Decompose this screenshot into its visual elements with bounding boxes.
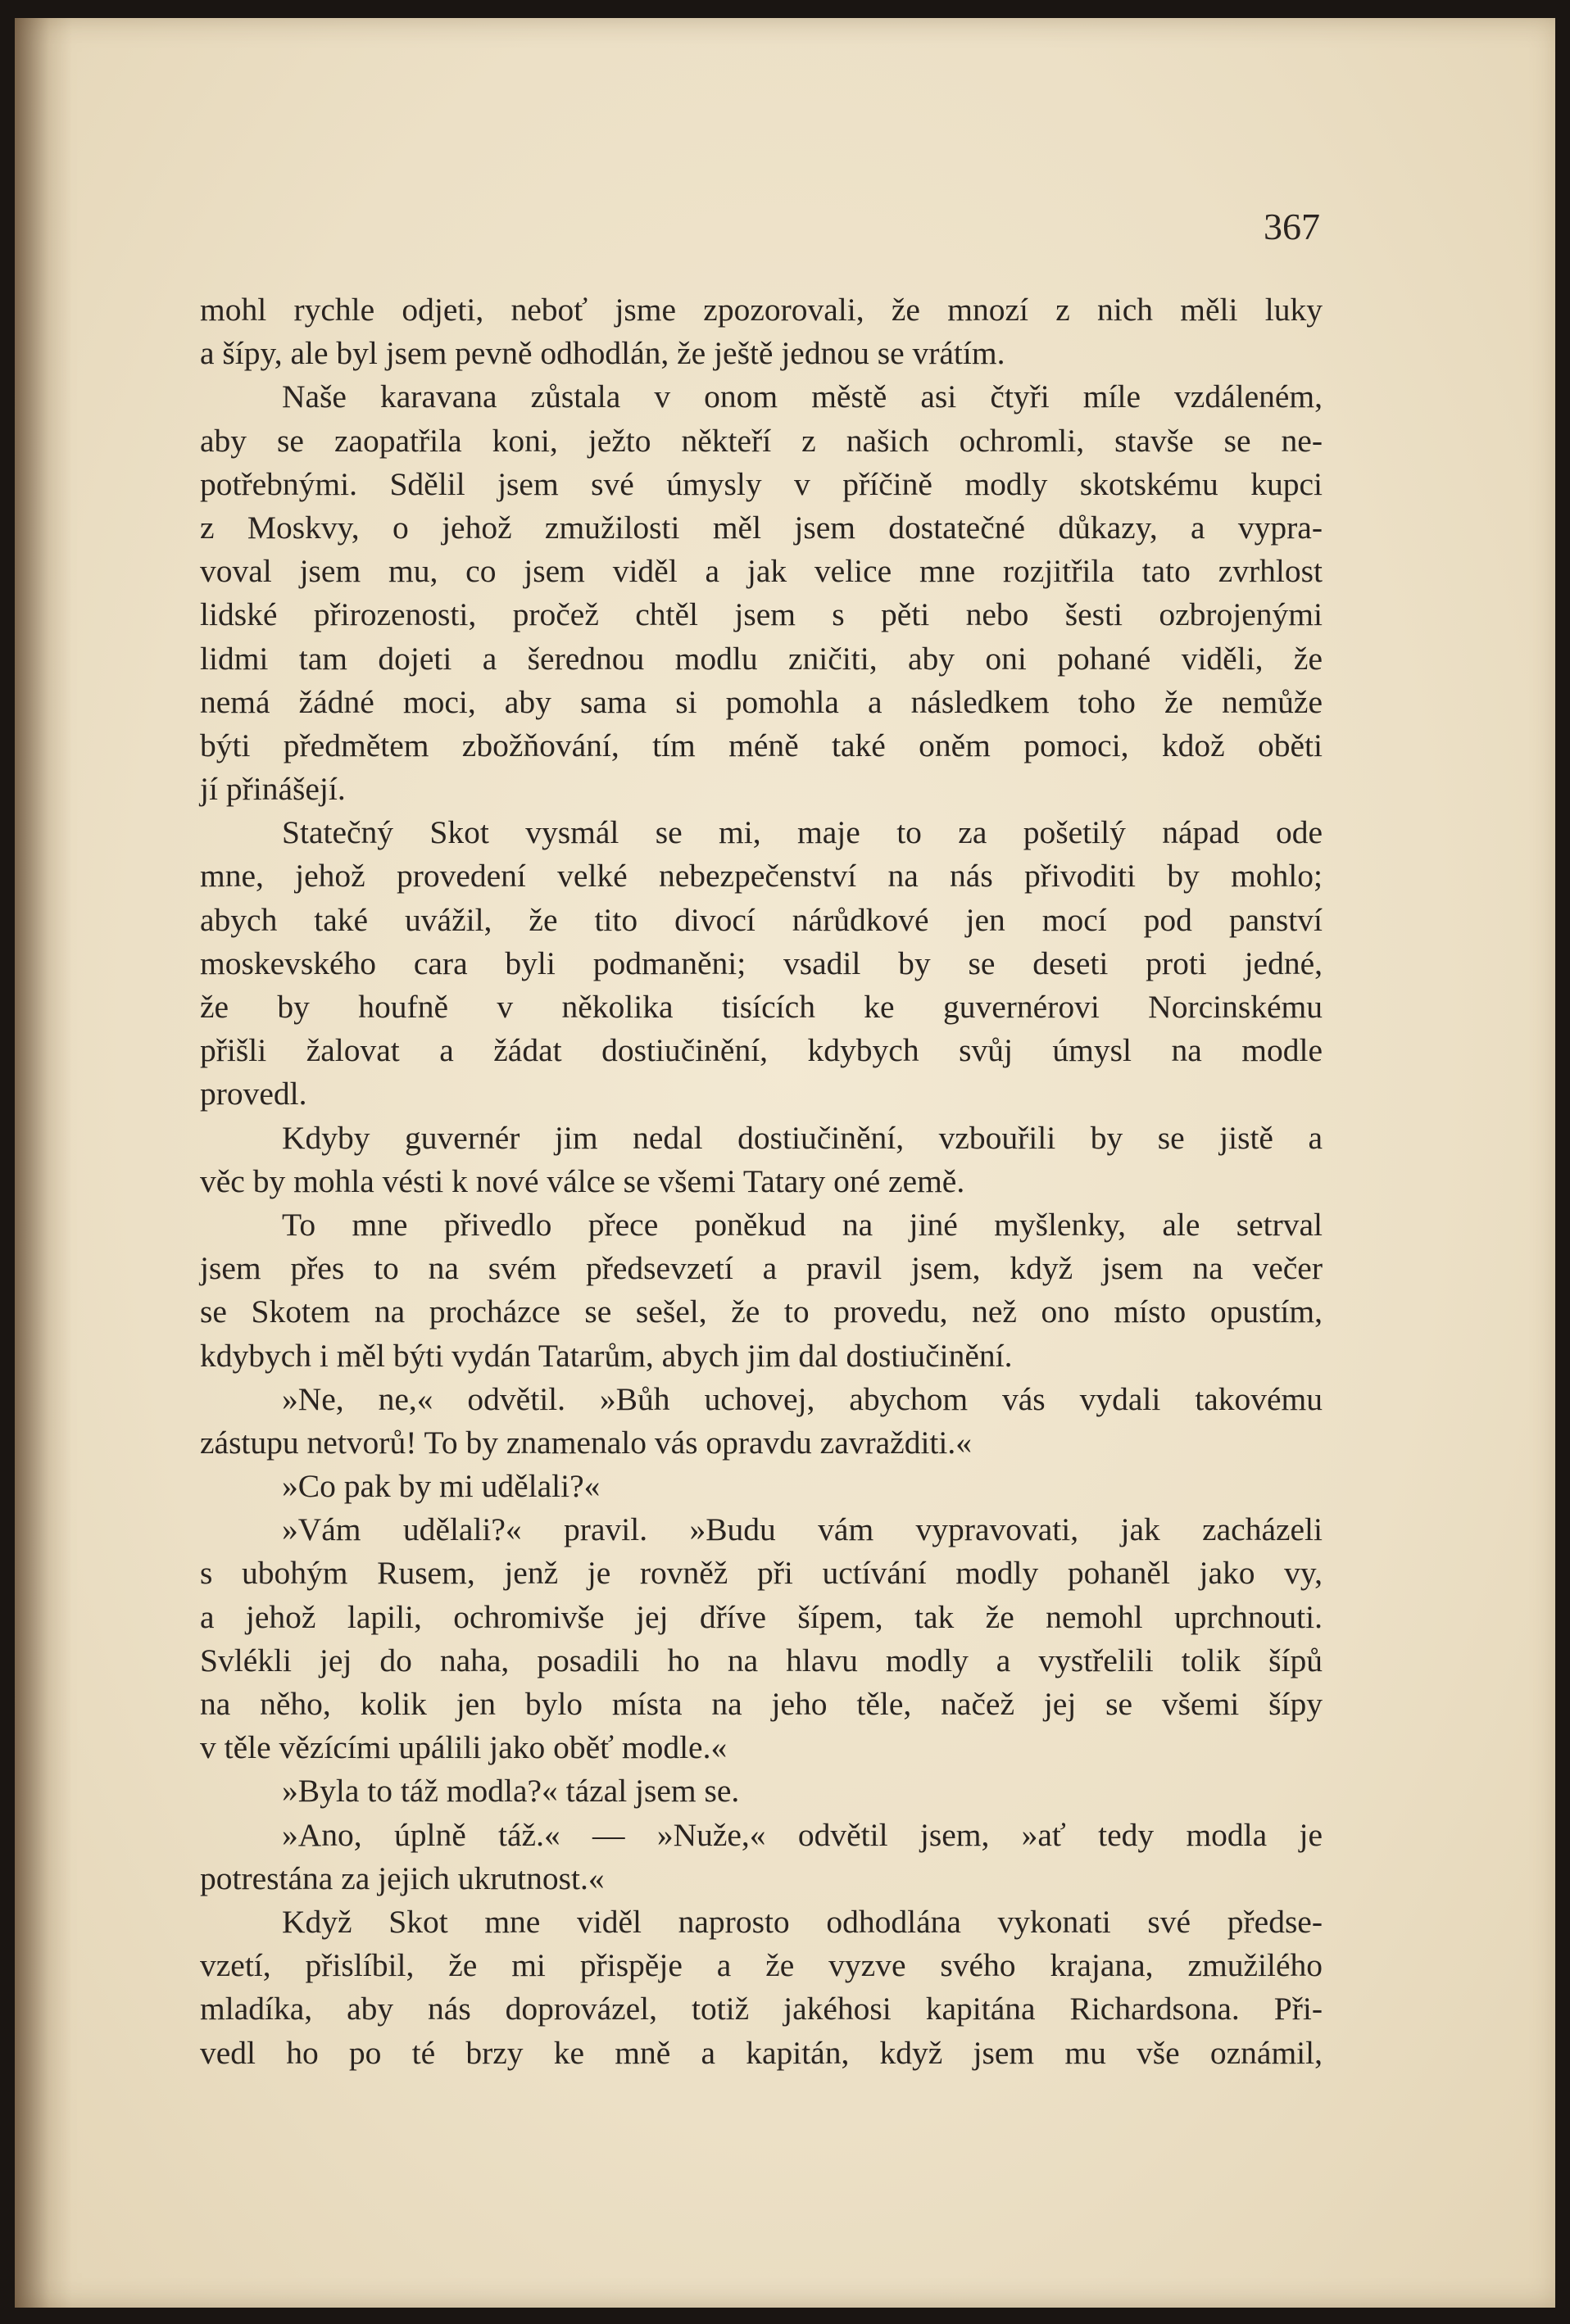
text-line: To mne přivedlo přece poněkud na jiné myšlenky, ale setrval <box>282 1206 1323 1243</box>
text-line: Kdyby guvernér jim nedal dostiučinění, vzbouřili by se jistě a <box>282 1119 1323 1156</box>
text-line: vedl ho po té brzy ke mně a kapitán, když jsem mu vše oznámil, <box>200 2034 1323 2071</box>
text-line: z Moskvy, o jehož zmužilosti měl jsem dostatečné důkazy, a vypra- <box>200 509 1323 546</box>
text-line: voval jsem mu, co jsem viděl a jak velice mne rozjitřila tato zvrhlost <box>200 553 1323 590</box>
text-line: mohl rychle odjeti, neboť jsme zpozorovali, že mnozí z nich měli luky <box>200 292 1323 328</box>
text-line: mladíka, aby nás doprovázel, totiž jakéhosi kapitána Richardsona. Při- <box>200 1991 1323 2027</box>
text-line: »Ano, úplně táž.« — »Nuže,« odvětil jsem, »ať tedy modla je <box>282 1816 1323 1853</box>
text-line: potřebnými. Sdělil jsem své úmysly v příčině modly skotskému kupci <box>200 465 1323 502</box>
text-line: věc by mohla vésti k nové válce se všemi Tatary oné země. <box>200 1162 965 1199</box>
text-line: zástupu netvorů! To by znamenalo vás opravdu zavražditi.« <box>200 1424 973 1461</box>
text-line: aby se zaopatřila koni, ježto někteří z našich ochromli, stavše se ne- <box>200 422 1323 459</box>
body-text <box>200 288 1323 2075</box>
text-line: mne, jehož provedení velké nebezpečenství na nás přivoditi by mohlo; <box>200 858 1323 895</box>
text-line: Statečný Skot vysmál se mi, maje to za pošetilý nápad ode <box>282 814 1323 851</box>
book-page <box>15 18 1555 2308</box>
text-line: moskevského cara byli podmaněni; vsadil by se deseti proti jedné, <box>200 945 1323 981</box>
page-binding-shadow <box>15 18 72 2308</box>
text-line: abych také uvážil, že tito divocí nárůdkové jen mocí pod panství <box>200 901 1323 938</box>
text-line: »Ne, ne,« odvětil. »Bůh uchovej, abychom vás vydali takovému <box>282 1380 1323 1417</box>
page-number: 367 <box>1264 206 1320 247</box>
text-line: a jehož lapili, ochromivše jej dříve šípem, tak že nemohl uprchnouti. <box>200 1598 1323 1635</box>
text-line: provedl. <box>200 1076 307 1112</box>
text-line: jsem přes to na svém předsevzetí a pravil jsem, když jsem na večer <box>200 1250 1323 1287</box>
text-line: »Byla to táž modla?« tázal jsem se. <box>282 1773 740 1810</box>
text-line: Svlékli jej do naha, posadili ho na hlavu modly a vystřelili tolik šípů <box>200 1642 1323 1678</box>
text-line: s ubohým Rusem, jenž je rovněž při uctívání modly pohaněl jako vy, <box>200 1555 1323 1592</box>
text-line: býti předmětem zbožňování, tím méně také oněm pomoci, kdož oběti <box>200 727 1323 763</box>
text-line: jí přinášejí. <box>200 771 346 808</box>
text-line: lidmi tam dojeti a šerednou modlu zničiti, aby oni pohané viděli, že <box>200 640 1323 677</box>
text-line: vzetí, přislíbil, že mi přispěje a že vyzve svého krajana, zmužilého <box>200 1947 1323 1984</box>
text-line: potrestána za jejich ukrutnost.« <box>200 1860 605 1896</box>
text-line: a šípy, ale byl jsem pevně odhodlán, že ještě jednou se vrátím. <box>200 335 1005 372</box>
text-line: na něho, kolik jen bylo místa na jeho těle, načež jej se všemi šípy <box>200 1686 1323 1722</box>
text-line: »Vám udělali?« pravil. »Budu vám vypravovati, jak zacházeli <box>282 1511 1323 1548</box>
text-line: v těle vězícími upálili jako oběť modle.« <box>200 1729 728 1766</box>
text-line: přišli žalovat a žádat dostiučinění, kdybych svůj úmysl na modle <box>200 1032 1323 1069</box>
text-line: nemá žádné moci, aby sama si pomohla a následkem toho že nemůže <box>200 683 1323 720</box>
text-line: Naše karavana zůstala v onom městě asi čtyři míle vzdáleném, <box>282 378 1323 415</box>
text-line: »Co pak by mi udělali?« <box>282 1468 601 1505</box>
text-line: lidské přirozenosti, pročež chtěl jsem s pěti nebo šesti ozbrojenými <box>200 596 1323 633</box>
text-line: se Skotem na procházce se sešel, že to provedu, než ono místo opustím, <box>200 1293 1323 1330</box>
text-line: že by houfně v několika tisících ke guvernérovi Norcinskému <box>200 989 1323 1025</box>
text-line: Když Skot mne viděl naprosto odhodlána vykonati své předse- <box>282 1903 1323 1940</box>
text-line: kdybych i měl býti vydán Tatarům, abych jim dal dostiučinění. <box>200 1337 1013 1374</box>
